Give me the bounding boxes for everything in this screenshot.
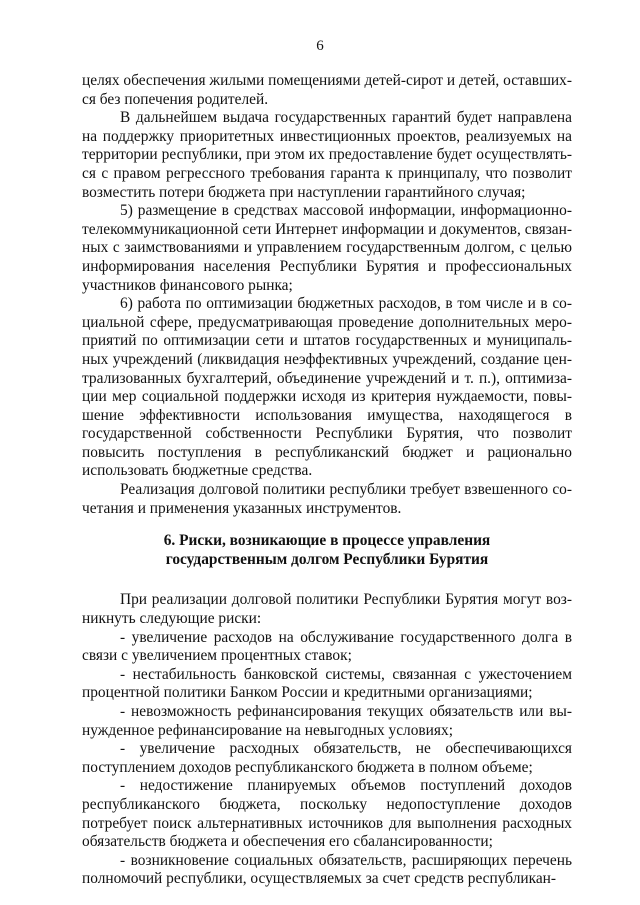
paragraph: целях обеспечения жилыми помещениями детей-сирот и детей, оставшихся без попечения родителей. (82, 72, 572, 108)
risk-item: - нестабильность банковской системы, связанная с ужесточением процентной политики Банком России и кредитными организациями; (82, 665, 572, 702)
paragraph: При реализации долговой политики Республики Бурятия могут возникнуть следующие риски: (82, 591, 572, 628)
risk-item: - невозможность рефинансирования текущих обязательств или вынужденное рефинансирование на невыгодных условиях; (82, 703, 572, 739)
paragraph: 5) размещение в средствах массовой информации, информационно-телекоммуникационной сети Интернет информации и документов, связанных с заимствованиями и управлением государственным долгом, с целью информирования населения Республики Бурятия и профессиональных участников финансового рынка; (82, 202, 572, 294)
page-number: 6 (316, 38, 324, 54)
paragraph: 6) работа по оптимизации бюджетных расходов, в том числе и в социальной сфере, предусматривающая проведение дополнительных мероприятий по оптимизации сети и штатов государственных и муниципальных учреждений (ликвидация неэффективных учреждений, создание централизованных бухгалтерий, объединение учреждений и т. п.), оптимизации мер социальной поддержки исходя из критерия нуждаемости, повышение эффективности использования имущества, находящегося в государственной собственности Республики Бурятия, что позволит повысить поступления в республиканский бюджет и рационально использовать бюджетные средства. (82, 295, 572, 480)
section-heading-line: государственным долгом Республики Бурятия (165, 550, 489, 568)
risk-item: - недостижение планируемых объемов поступлений доходов республиканского бюджета, поскольку недопоступление доходов потребует поиск альтернативных источников для выполнения расходных обязательств бюджета и обеспечения его сбалансированности; (82, 777, 572, 851)
risk-item: - увеличение расходов на обслуживание государственного долга в связи с увеличением процентных ставок; (82, 628, 572, 665)
section-heading-line: 6. Риски, возникающие в процессе управления (163, 532, 491, 550)
paragraph: В дальнейшем выдача государственных гарантий будет направлена на поддержку приоритетных инвестиционных проектов, реализуемых на территории республики, при этом их предоставление будет осуществляться с правом регрессного требования гаранта к принципалу, что позволит возместить потери бюджета при наступлении гарантийного случая; (82, 109, 572, 201)
risk-item: - возникновение социальных обязательств, расширяющих перечень полномочий республики, осуществляемых за счет средств республикан- (82, 851, 572, 888)
section-heading (82, 532, 572, 569)
document-body (82, 72, 572, 889)
risk-item: - увеличение расходных обязательств, не обеспечивающихся поступлением доходов республиканского бюджета в полном объеме; (82, 740, 572, 776)
paragraph: Реализация долговой политики республики требует взвешенного сочетания и применения указанных инструментов. (82, 481, 572, 517)
